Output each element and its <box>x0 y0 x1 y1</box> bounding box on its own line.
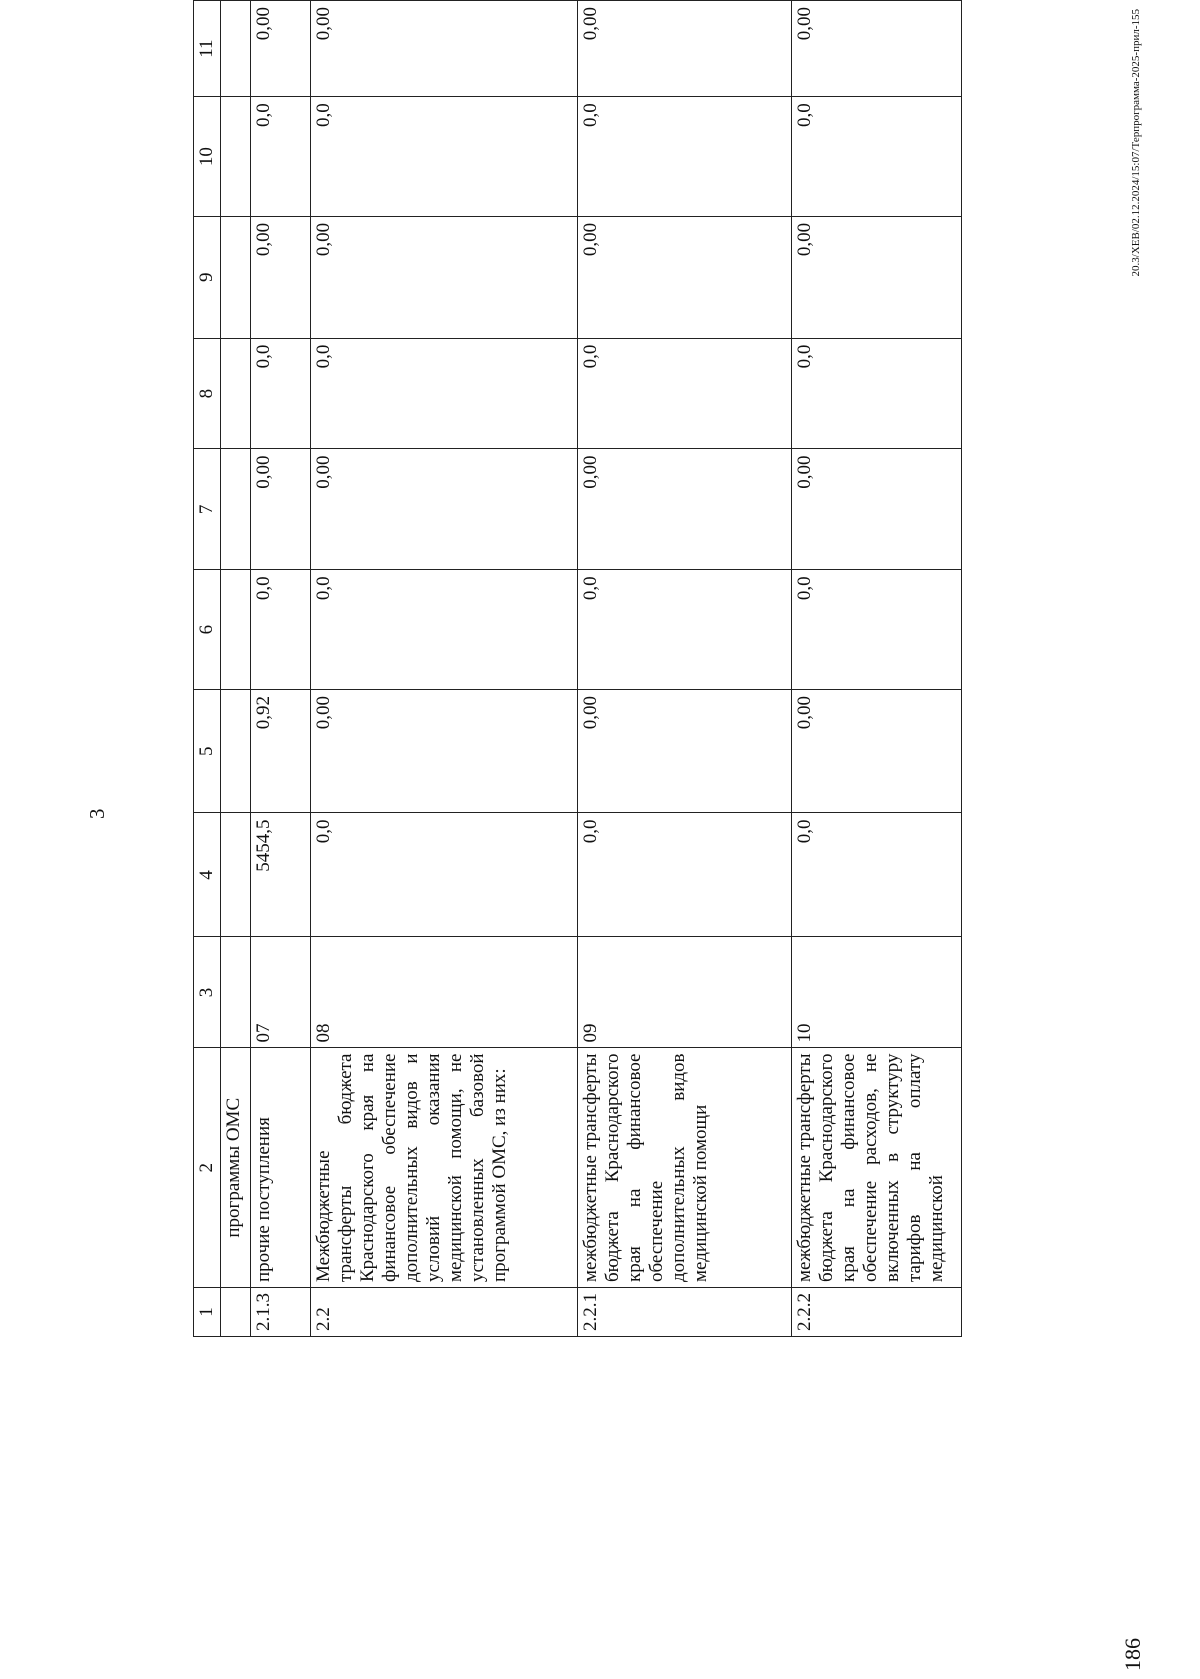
continuation-text: программы ОМС <box>221 1048 251 1288</box>
header-cell: 4 <box>194 813 221 937</box>
empty-cell <box>221 216 251 338</box>
value-cell: 0,00 <box>251 449 311 570</box>
empty-cell <box>221 813 251 937</box>
value-cell: 0,0 <box>578 338 792 449</box>
value-cell: 0,00 <box>578 449 792 570</box>
value-cell: 0,0 <box>311 338 578 449</box>
row-number: 2.2.2 <box>792 1288 962 1337</box>
value-cell: 0,0 <box>251 570 311 690</box>
value-cell: 0,0 <box>311 97 578 217</box>
table-row <box>311 1 578 1337</box>
continuation-row <box>221 1 251 1337</box>
value-cell: 0,0 <box>792 813 962 937</box>
sheet-number: 186 <box>1120 1638 1145 1671</box>
header-cell: 5 <box>194 690 221 813</box>
value-cell: 0,00 <box>251 216 311 338</box>
row-number: 2.1.3 <box>251 1288 311 1337</box>
value-cell: 0,0 <box>578 570 792 690</box>
row-code: 07 <box>251 937 311 1048</box>
header-cell: 8 <box>194 338 221 449</box>
value-cell: 0,0 <box>792 338 962 449</box>
header-cell: 6 <box>194 570 221 690</box>
value-cell: 0,00 <box>311 1 578 97</box>
row-number: 2.2.1 <box>578 1288 792 1337</box>
header-cell: 11 <box>194 1 221 97</box>
value-cell: 0,00 <box>792 690 962 813</box>
row-name: межбюджетные трансферты бюджета Краснодарского края на финансовое обеспечение дополнительных видов медицинской помощи <box>578 1048 792 1288</box>
table-row <box>792 1 962 1337</box>
header-cell: 1 <box>194 1288 221 1337</box>
value-cell: 5454,5 <box>251 813 311 937</box>
value-cell: 0,00 <box>311 690 578 813</box>
value-cell: 0,0 <box>792 570 962 690</box>
value-cell: 0,0 <box>311 570 578 690</box>
header-cell: 7 <box>194 449 221 570</box>
empty-cell <box>221 449 251 570</box>
value-cell: 0,0 <box>311 813 578 937</box>
value-cell: 0,00 <box>578 216 792 338</box>
value-cell: 0,0 <box>578 813 792 937</box>
value-cell: 0,00 <box>251 1 311 97</box>
page-number: 3 <box>85 808 109 819</box>
row-number: 2.2 <box>311 1288 578 1337</box>
budget-table <box>193 0 962 1337</box>
empty-cell <box>221 1 251 97</box>
empty-cell <box>221 570 251 690</box>
row-name: межбюджетные трансферты бюджета Краснодарского края на финансовое обеспечение расходов, не включенных в структуру тарифов на оплату медицинской <box>792 1048 962 1288</box>
value-cell: 0,0 <box>578 97 792 217</box>
row-name: Межбюджетные трансферты бюджета Краснодарского края на финансовое обеспечение дополнительных видов и условий оказания медицинской помощи, не установленных базовой программой ОМС, из них: <box>311 1048 578 1288</box>
value-cell: 0,00 <box>792 216 962 338</box>
document-footer-code: 20.3/ХЕВ/02.12.2024/15:07/Терпрограмма-2025-прил-155 <box>1130 9 1142 277</box>
empty-cell <box>221 338 251 449</box>
empty-cell <box>221 97 251 217</box>
empty-cell <box>221 690 251 813</box>
value-cell: 0,00 <box>578 1 792 97</box>
value-cell: 0,0 <box>792 97 962 217</box>
row-code: 08 <box>311 937 578 1048</box>
value-cell: 0,00 <box>578 690 792 813</box>
empty-cell <box>221 937 251 1048</box>
value-cell: 0,92 <box>251 690 311 813</box>
header-cell: 9 <box>194 216 221 338</box>
value-cell: 0,00 <box>792 449 962 570</box>
header-cell: 10 <box>194 97 221 217</box>
row-name: прочие поступления <box>251 1048 311 1288</box>
row-code: 10 <box>792 937 962 1048</box>
header-cell: 2 <box>194 1048 221 1288</box>
empty-cell <box>221 1288 251 1337</box>
value-cell: 0,00 <box>311 449 578 570</box>
table-row <box>251 1 311 1337</box>
value-cell: 0,00 <box>792 1 962 97</box>
table-row <box>578 1 792 1337</box>
header-cell: 3 <box>194 937 221 1048</box>
header-row <box>194 1 221 1337</box>
row-code: 09 <box>578 937 792 1048</box>
value-cell: 0,0 <box>251 97 311 217</box>
value-cell: 0,0 <box>251 338 311 449</box>
value-cell: 0,00 <box>311 216 578 338</box>
